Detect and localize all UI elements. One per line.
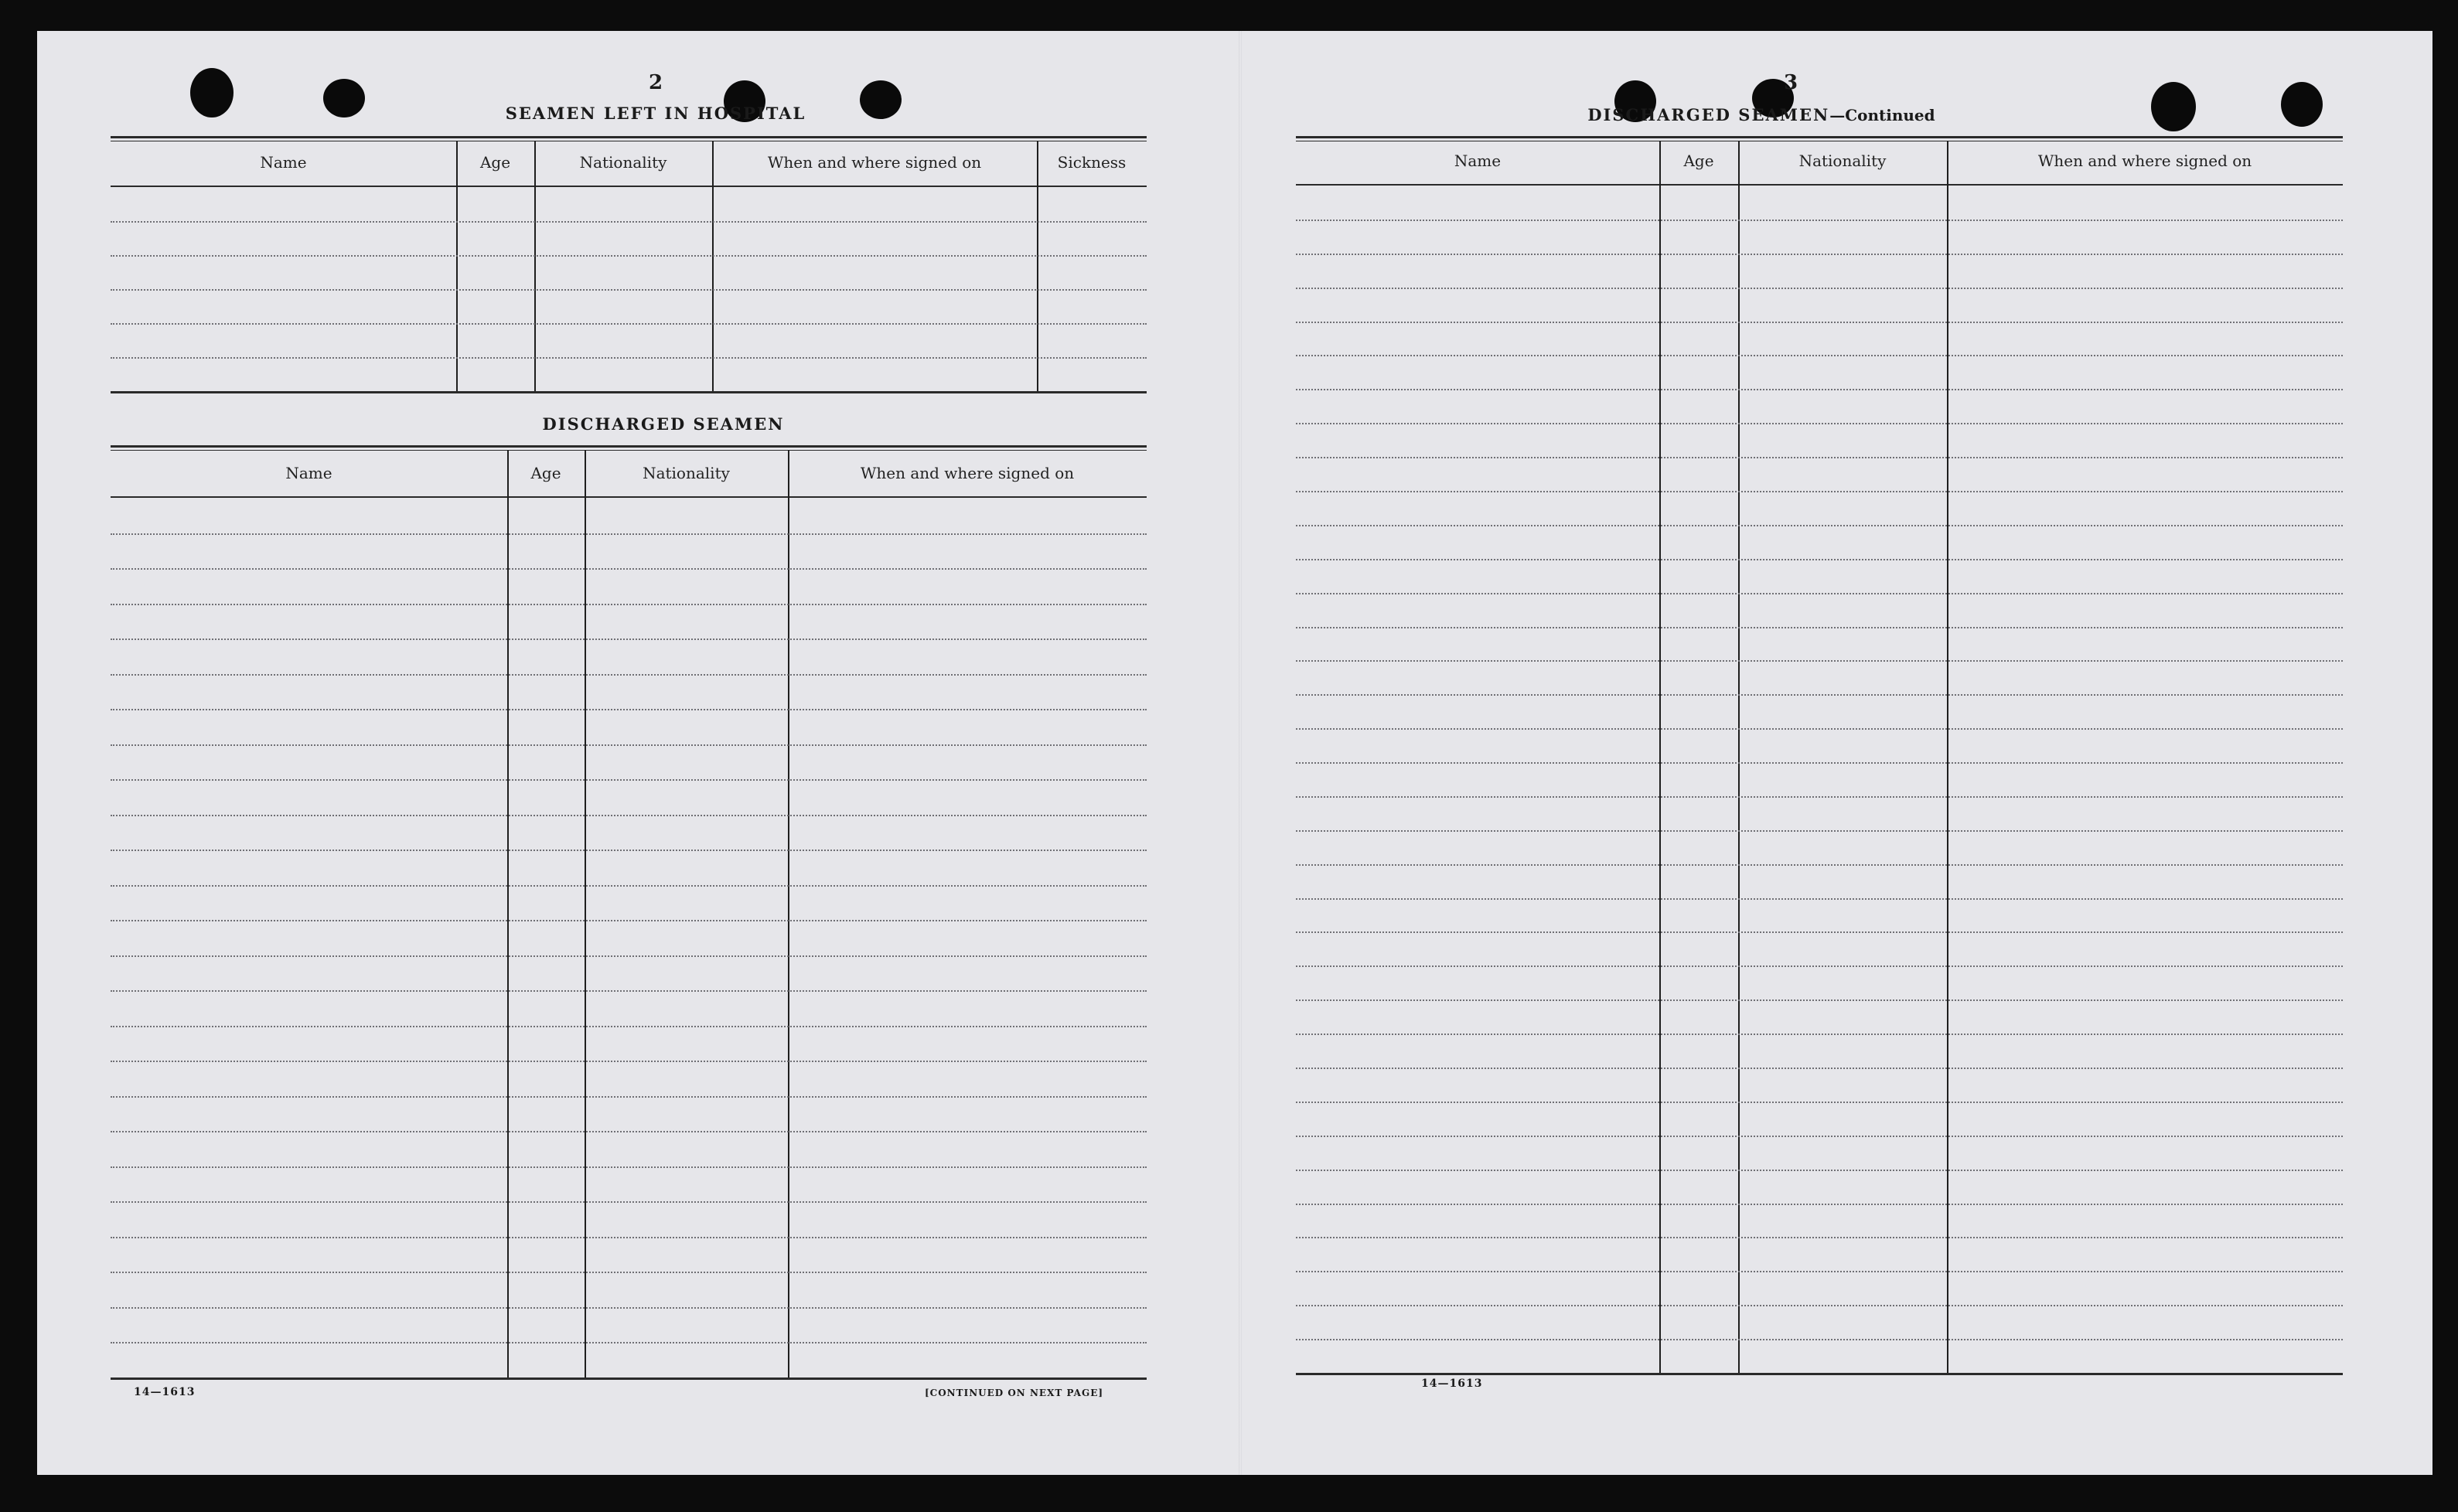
table-row-line xyxy=(111,323,1147,325)
header-rule xyxy=(111,186,1147,187)
column-divider xyxy=(712,141,714,391)
table-row-line xyxy=(1296,254,2343,255)
table-row-line xyxy=(111,1026,1147,1027)
table-row-line xyxy=(111,1201,1147,1203)
table-row-line xyxy=(111,885,1147,887)
hospital-table xyxy=(111,136,1147,396)
table-row-line xyxy=(1296,728,2343,730)
page-number: 3 xyxy=(1783,71,1798,94)
table-row-line xyxy=(1296,762,2343,764)
table-bottom-rule xyxy=(111,1377,1147,1380)
table-top-rule xyxy=(111,450,1147,451)
table-row-line xyxy=(1296,898,2343,900)
page-number: 2 xyxy=(648,71,663,94)
table-row-line xyxy=(111,850,1147,851)
table-row-line xyxy=(1296,220,2343,221)
header-rule xyxy=(111,496,1147,498)
column-header-sickness: Sickness xyxy=(1057,153,1127,172)
section-title-hospital: SEAMEN LEFT IN HOSPITAL xyxy=(505,104,806,123)
column-header-age: Age xyxy=(479,153,511,172)
table-bottom-rule xyxy=(111,391,1147,393)
section-title-discharged: DISCHARGED SEAMEN xyxy=(542,414,785,434)
table-row-line xyxy=(1296,864,2343,866)
table-top-rule xyxy=(111,136,1147,138)
column-divider xyxy=(507,450,509,1377)
table-row-line xyxy=(111,1131,1147,1132)
column-divider xyxy=(1738,141,1740,1373)
column-divider xyxy=(1037,141,1038,391)
column-header-nationality: Nationality xyxy=(1798,152,1887,170)
table-row-line xyxy=(1296,796,2343,798)
punch-hole xyxy=(2151,82,2196,131)
table-row-line xyxy=(1296,1068,2343,1069)
column-header-age: Age xyxy=(530,464,561,482)
table-row-line xyxy=(1296,355,2343,356)
form-code: 14—1613 xyxy=(134,1386,196,1398)
table-row-line xyxy=(111,955,1147,957)
table-row-line xyxy=(1296,1102,2343,1103)
column-header-age: Age xyxy=(1683,152,1714,170)
table-row-line xyxy=(111,221,1147,223)
punch-hole xyxy=(190,68,234,117)
table-row-line xyxy=(1296,491,2343,492)
table-row-line xyxy=(111,1061,1147,1062)
table-row-line xyxy=(111,639,1147,640)
table-row-line xyxy=(1296,965,2343,967)
continued-note: [CONTINUED ON NEXT PAGE] xyxy=(925,1388,1104,1398)
discharged-continued-table xyxy=(1296,136,2343,1384)
table-row-line xyxy=(1296,322,2343,323)
table-row-line xyxy=(1296,389,2343,390)
column-divider xyxy=(1947,141,1948,1373)
column-divider xyxy=(456,141,458,391)
table-row-line xyxy=(111,1342,1147,1343)
table-row-line xyxy=(1296,660,2343,662)
table-row-line xyxy=(1296,1204,2343,1205)
table-row-line xyxy=(1296,1271,2343,1272)
table-row-line xyxy=(111,744,1147,746)
table-row-line xyxy=(1296,559,2343,560)
table-top-rule xyxy=(111,445,1147,448)
table-row-line xyxy=(1296,1136,2343,1137)
table-top-rule xyxy=(1296,136,2343,138)
table-row-line xyxy=(111,674,1147,676)
table-row-line xyxy=(1296,1034,2343,1035)
table-row-line xyxy=(111,709,1147,710)
column-header-name: Name xyxy=(260,153,307,172)
form-code: 14—1613 xyxy=(1421,1377,1483,1390)
column-divider xyxy=(534,141,536,391)
table-row-line xyxy=(1296,525,2343,526)
column-header-signed-on: When and where signed on xyxy=(2037,152,2252,170)
table-row-line xyxy=(1296,288,2343,289)
header-rule xyxy=(1296,184,2343,186)
table-row-line xyxy=(111,1307,1147,1309)
section-title-discharged-continued xyxy=(1584,105,1939,124)
punch-hole xyxy=(2281,82,2323,127)
table-row-line xyxy=(111,255,1147,257)
column-header-signed-on: When and where signed on xyxy=(767,153,982,172)
table-row-line xyxy=(111,533,1147,535)
table-row-line xyxy=(111,289,1147,291)
table-row-line xyxy=(111,779,1147,781)
table-row-line xyxy=(111,357,1147,359)
table-row-line xyxy=(111,815,1147,816)
column-divider xyxy=(585,450,586,1377)
table-row-line xyxy=(1296,1237,2343,1238)
table-row-line xyxy=(111,1237,1147,1238)
table-row-line xyxy=(1296,931,2343,933)
section-title-text: DISCHARGED SEAMEN xyxy=(1587,105,1830,124)
table-row-line xyxy=(111,1272,1147,1273)
column-header-nationality: Nationality xyxy=(643,464,730,482)
column-header-nationality: Nationality xyxy=(579,153,667,172)
column-header-signed-on: When and where signed on xyxy=(860,464,1075,482)
table-row-line xyxy=(111,990,1147,992)
table-row-line xyxy=(1296,1339,2343,1340)
column-divider xyxy=(788,450,789,1377)
table-row-line xyxy=(1296,1305,2343,1306)
table-row-line xyxy=(111,1166,1147,1168)
column-divider xyxy=(1659,141,1661,1373)
column-header-name: Name xyxy=(285,464,332,482)
table-bottom-rule xyxy=(1296,1373,2343,1375)
table-row-line xyxy=(1296,423,2343,424)
table-row-line xyxy=(1296,999,2343,1001)
table-row-line xyxy=(111,1096,1147,1098)
table-row-line xyxy=(1296,830,2343,832)
column-header-name: Name xyxy=(1454,152,1502,170)
table-row-line xyxy=(1296,627,2343,628)
discharged-table xyxy=(111,445,1147,1388)
left-page xyxy=(37,31,1239,1475)
table-row-line xyxy=(111,568,1147,570)
section-title-suffix: —Continued xyxy=(1829,106,1935,124)
table-row-line xyxy=(1296,457,2343,458)
right-page xyxy=(1242,31,2432,1475)
table-row-line xyxy=(111,604,1147,605)
table-row-line xyxy=(1296,1170,2343,1171)
table-row-line xyxy=(111,920,1147,921)
table-row-line xyxy=(1296,593,2343,594)
table-row-line xyxy=(1296,694,2343,696)
